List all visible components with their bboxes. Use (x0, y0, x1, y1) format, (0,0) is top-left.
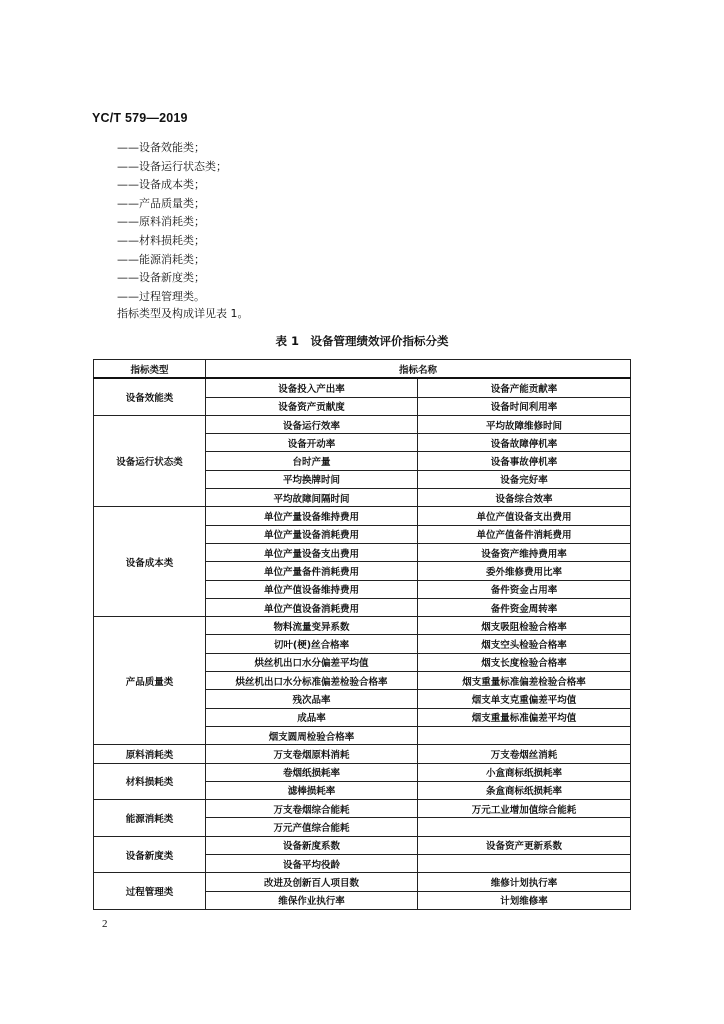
indicator-name-cell: 物料流量变异系数 (206, 617, 418, 635)
table-row (94, 800, 631, 818)
indicator-name-cell (418, 726, 631, 744)
indicator-name-cell: 烟支重量标准偏差检验合格率 (418, 672, 631, 690)
table-row (94, 617, 631, 635)
indicator-name-cell: 维保作业执行率 (206, 891, 418, 909)
indicator-type-cell: 产品质量类 (94, 617, 206, 745)
indicator-name-cell: 委外维修费用比率 (418, 562, 631, 580)
table-row (94, 873, 631, 891)
indicator-name-cell: 成品率 (206, 708, 418, 726)
indicator-name-cell: 万支卷烟综合能耗 (206, 800, 418, 818)
indicator-table (93, 359, 631, 910)
list-item: ——设备新度类； (117, 271, 205, 285)
list-dash: —— (117, 271, 139, 285)
indicator-name-cell: 单位产值设备支出费用 (418, 507, 631, 525)
indicator-name-cell: 设备产能贡献率 (418, 378, 631, 397)
indicator-name-cell: 残次品率 (206, 690, 418, 708)
table-row (94, 507, 631, 525)
list-dash: —— (117, 141, 139, 154)
table-row (94, 763, 631, 781)
indicator-name-cell: 单位产值备件消耗费用 (418, 525, 631, 543)
page-number: 2 (102, 918, 108, 930)
list-dash: —— (117, 196, 139, 210)
list-dash: —— (117, 215, 139, 229)
indicator-name-cell: 设备完好率 (418, 470, 631, 488)
standard-code: YC/T 579—2019 (92, 111, 188, 125)
indicator-name-cell: 备件资金周转率 (418, 598, 631, 616)
list-dash: —— (117, 159, 139, 173)
indicator-name-cell: 万支卷烟原料消耗 (206, 745, 418, 763)
indicator-name-cell: 单位产量备件消耗费用 (206, 562, 418, 580)
indicator-name-cell: 单位产量设备消耗费用 (206, 525, 418, 543)
header-name: 指标名称 (206, 360, 631, 379)
indicator-name-cell: 设备事故停机率 (418, 452, 631, 470)
indicator-name-cell: 烟支空头检验合格率 (418, 635, 631, 653)
indicator-type-cell: 设备成本类 (94, 507, 206, 617)
indicator-name-cell: 烟支长度检验合格率 (418, 653, 631, 671)
indicator-name-cell (418, 855, 631, 873)
indicator-name-cell: 单位产量设备维持费用 (206, 507, 418, 525)
list-dash: —— (117, 252, 139, 266)
indicator-name-cell: 设备资产更新系数 (418, 836, 631, 854)
indicator-type-cell: 设备运行状态类 (94, 415, 206, 506)
indicator-name-cell: 小盒商标纸损耗率 (418, 763, 631, 781)
indicator-name-cell: 单位产量设备支出费用 (206, 543, 418, 561)
list-item: ——原料消耗类； (117, 215, 205, 229)
table-header-row (94, 360, 631, 379)
indicator-name-cell: 计划维修率 (418, 891, 631, 909)
indicator-name-cell: 卷烟纸损耗率 (206, 763, 418, 781)
indicator-name-cell: 烟支圆周检验合格率 (206, 726, 418, 744)
indicator-name-cell: 设备综合效率 (418, 489, 631, 507)
list-dash: —— (117, 178, 139, 192)
list-item: ——过程管理类。 (117, 289, 205, 303)
indicator-name-cell: 维修计划执行率 (418, 873, 631, 891)
table-row (94, 415, 631, 433)
indicator-name-cell: 平均换牌时间 (206, 470, 418, 488)
indicator-name-cell: 设备资产维持费用率 (418, 543, 631, 561)
table-row (94, 836, 631, 854)
indicator-type-cell: 设备新度类 (94, 836, 206, 873)
indicator-name-cell: 单位产值设备维持费用 (206, 580, 418, 598)
list-item: ——产品质量类； (117, 196, 205, 210)
indicator-name-cell: 设备资产贡献度 (206, 397, 418, 415)
indicator-name-cell: 烘丝机出口水分标准偏差检验合格率 (206, 672, 418, 690)
indicator-name-cell: 设备故障停机率 (418, 434, 631, 452)
indicator-type-cell: 过程管理类 (94, 873, 206, 910)
indicator-name-cell: 设备时间利用率 (418, 397, 631, 415)
indicator-name-cell: 烘丝机出口水分偏差平均值 (206, 653, 418, 671)
indicator-name-cell: 切叶(梗)丝合格率 (206, 635, 418, 653)
indicator-name-cell: 万支卷烟丝消耗 (418, 745, 631, 763)
indicator-name-cell: 平均故障维修时间 (418, 415, 631, 433)
indicator-name-cell: 平均故障间隔时间 (206, 489, 418, 507)
indicator-name-cell: 条盒商标纸损耗率 (418, 781, 631, 799)
indicator-name-cell: 烟支单支克重偏差平均值 (418, 690, 631, 708)
indicator-name-cell: 烟支重量标准偏差平均值 (418, 708, 631, 726)
indicator-name-cell: 设备新度系数 (206, 836, 418, 854)
category-list (117, 139, 227, 306)
indicator-name-cell: 烟支吸阻检验合格率 (418, 617, 631, 635)
indicator-name-cell (418, 818, 631, 836)
list-item: ——设备成本类； (117, 178, 205, 192)
intro-paragraph: 指标类型及构成详见表 1。 (117, 307, 249, 320)
table-title: 表 1 设备管理绩效评价指标分类 (275, 334, 449, 348)
list-dash: —— (117, 289, 139, 303)
indicator-name-cell: 改进及创新百人项目数 (206, 873, 418, 891)
indicator-name-cell: 台时产量 (206, 452, 418, 470)
indicator-name-cell: 滤棒损耗率 (206, 781, 418, 799)
indicator-type-cell: 设备效能类 (94, 378, 206, 415)
indicator-type-cell: 材料损耗类 (94, 763, 206, 800)
table-row (94, 378, 631, 397)
indicator-name-cell: 设备开动率 (206, 434, 418, 452)
list-dash: —— (117, 233, 139, 247)
list-item: ——能源消耗类； (117, 252, 205, 266)
indicator-type-cell: 原料消耗类 (94, 745, 206, 763)
indicator-type-cell: 能源消耗类 (94, 800, 206, 837)
indicator-name-cell: 备件资金占用率 (418, 580, 631, 598)
indicator-name-cell: 设备投入产出率 (206, 378, 418, 397)
table-row (94, 745, 631, 763)
list-item: ——设备运行状态类； (117, 159, 227, 173)
indicator-name-cell: 万元工业增加值综合能耗 (418, 800, 631, 818)
indicator-name-cell: 设备运行效率 (206, 415, 418, 433)
indicator-name-cell: 设备平均役龄 (206, 855, 418, 873)
header-type: 指标类型 (94, 360, 206, 379)
indicator-name-cell: 单位产值设备消耗费用 (206, 598, 418, 616)
list-item: ——材料损耗类； (117, 233, 205, 247)
indicator-name-cell: 万元产值综合能耗 (206, 818, 418, 836)
list-item: ——设备效能类； (117, 141, 205, 154)
